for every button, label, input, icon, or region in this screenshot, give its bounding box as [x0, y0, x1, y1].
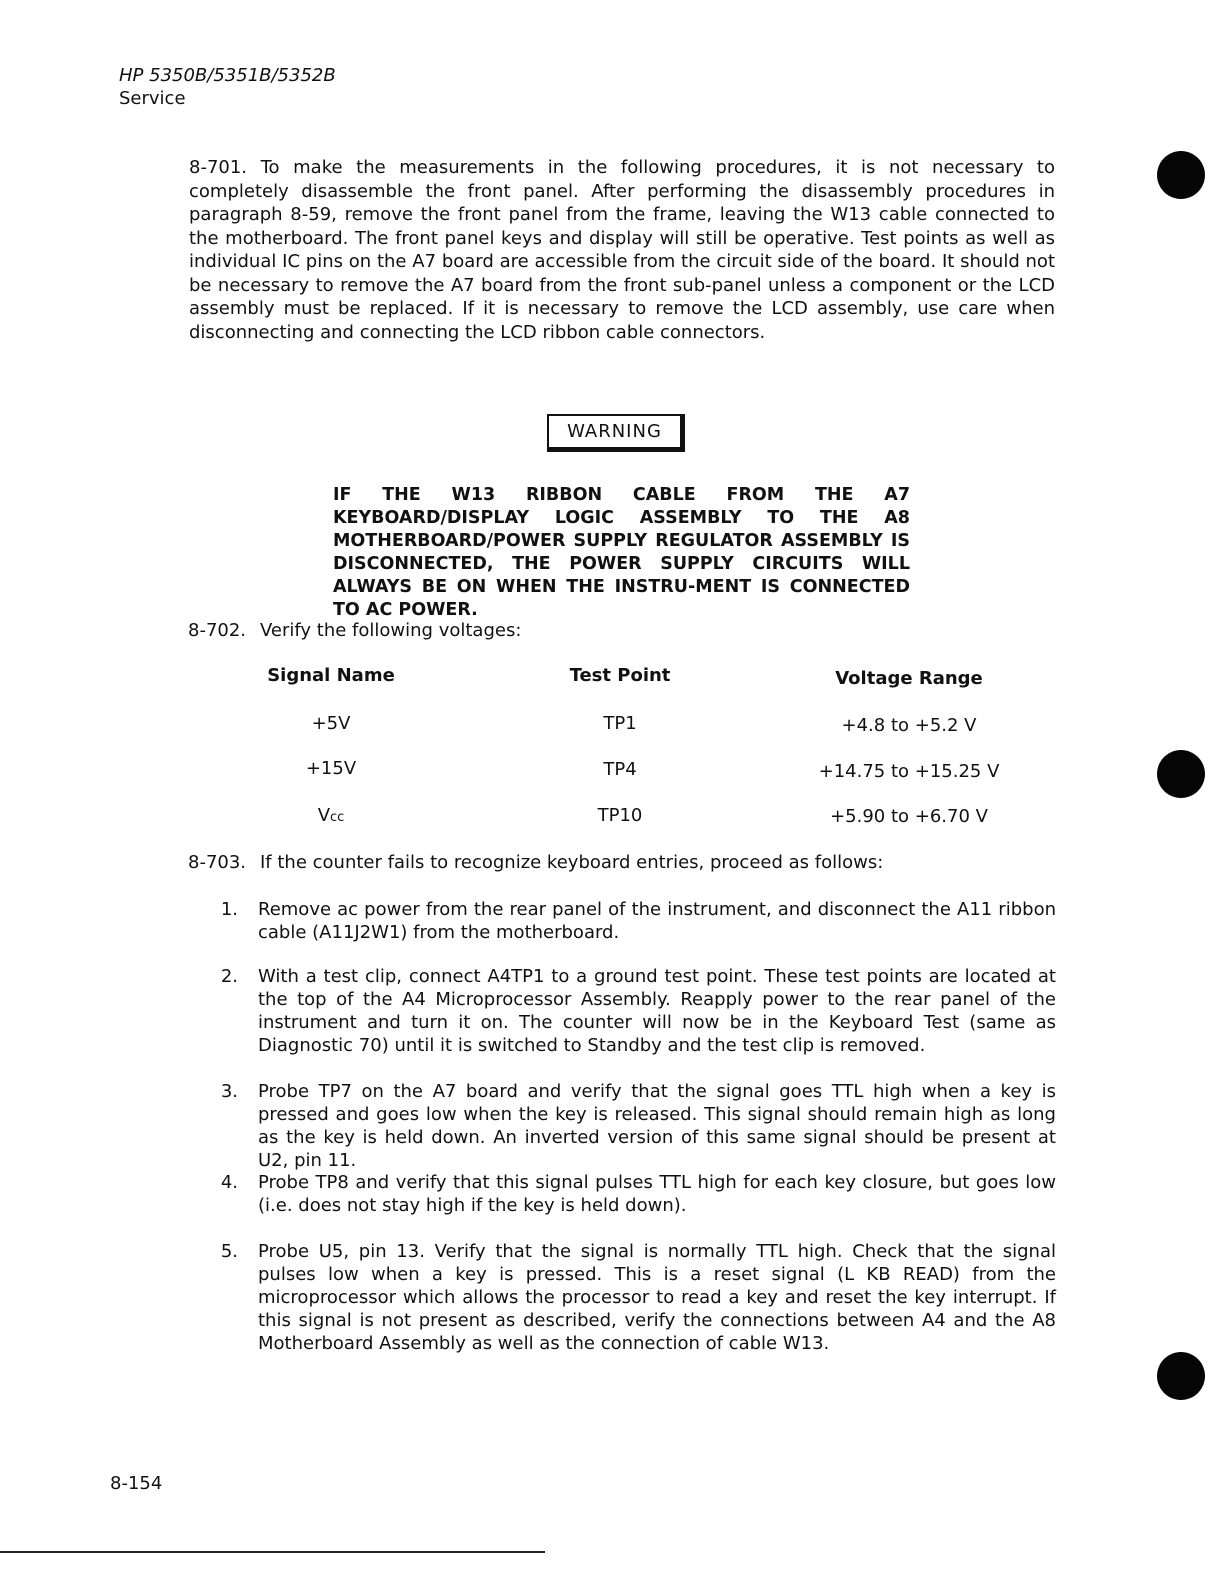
- table-header-test-point: Test Point: [569, 665, 671, 686]
- paragraph-8-703-text: If the counter fails to recognize keyboard entries, proceed as follows:: [260, 852, 884, 873]
- bottom-rule: [0, 1551, 545, 1553]
- table-header-signal-name: Signal Name: [267, 665, 395, 686]
- signal-subscript: cc: [330, 810, 345, 825]
- table-cell-voltage-range: +14.75 to +15.25 V: [818, 761, 1000, 782]
- table-header-voltage-range: Voltage Range: [835, 668, 983, 689]
- step-number: 3.: [220, 1081, 238, 1102]
- warning-label-box: [547, 414, 685, 452]
- step-number: 5.: [220, 1241, 238, 1262]
- table-cell-voltage-range: +4.8 to +5.2 V: [841, 715, 977, 736]
- binder-hole: [1157, 151, 1205, 199]
- paragraph-8-701: 8-701. To make the measurements in the following procedures, it is not necessary to completely disassemble the front panel. After performing the disassembly procedures in paragraph 8-59, remove the front panel from the frame, leaving the W13 cable connected to the motherboard. The front panel keys and display will still be operative. Test points as well as individual IC pins on the A7 board are accessible from the circuit side of the board. It should not be necessary to remove the A7 board from the front sub-panel unless a component or the LCD assembly must be replaced. If it is necessary to remove the LCD assembly, use care when disconnecting and connecting the LCD ribbon cable connectors.: [189, 157, 1055, 343]
- step-number: 1.: [220, 899, 238, 920]
- table-cell-signal: +15V: [305, 758, 357, 779]
- step-text: Probe TP8 and verify that this signal pulses TTL high for each key closure, but goes low (i.e. does not stay high if the key is held down).: [258, 1172, 1056, 1216]
- binder-hole: [1157, 1352, 1205, 1400]
- table-cell-test-point: TP1: [603, 713, 637, 734]
- procedure-step: [220, 1171, 1056, 1217]
- warning-label: WARNING: [567, 421, 662, 442]
- binder-hole: [1157, 750, 1205, 798]
- table-cell-test-point: TP10: [597, 805, 643, 826]
- procedure-step: [220, 898, 1056, 944]
- table-cell-signal: +5V: [311, 713, 351, 734]
- page-number: 8-154: [110, 1473, 163, 1494]
- procedure-step: [220, 965, 1056, 1057]
- signal-base: V: [317, 805, 331, 826]
- table-cell-test-point: TP4: [603, 759, 637, 780]
- paragraph-8-702-number: 8-702.: [188, 620, 247, 641]
- step-number: 4.: [220, 1172, 238, 1193]
- model-number: HP 5350B/5351B/5352B: [119, 65, 336, 86]
- step-text: Remove ac power from the rear panel of the instrument, and disconnect the A11 ribbon cable (A11J2W1) from the motherboard.: [258, 899, 1056, 943]
- step-number: 2.: [220, 966, 238, 987]
- section-name: Service: [119, 88, 186, 109]
- table-cell-signal: [260, 804, 402, 829]
- table-cell-voltage-range: +5.90 to +6.70 V: [830, 806, 988, 827]
- procedure-step: [220, 1080, 1056, 1172]
- warning-text: IF THE W13 RIBBON CABLE FROM THE A7 KEYBOARD/DISPLAY LOGIC ASSEMBLY TO THE A8 MOTHERBOARD/POWER SUPPLY REGULATOR ASSEMBLY IS DISCONNECTED, THE POWER SUPPLY CIRCUITS WILL ALWAYS BE ON WHEN THE INSTRU-MENT IS CONNECTED TO AC POWER.: [333, 485, 910, 620]
- procedure-step: [220, 1240, 1056, 1355]
- step-text: Probe TP7 on the A7 board and verify that the signal goes TTL high when a key is pressed and goes low when the key is released. This signal should remain high as long as the key is held down. An inverted version of this same signal should be present at U2, pin 11.: [258, 1081, 1056, 1171]
- page-header: [119, 64, 336, 110]
- step-text: Probe U5, pin 13. Verify that the signal is normally TTL high. Check that the signal pulses low when a key is pressed. This is a reset signal (L KB READ) from the microprocessor which allows the processor to read a key and reset the key interrupt. If this signal is not present as described, verify the connections between A4 and the A8 Motherboard Assembly as well as the connection of cable W13.: [258, 1241, 1056, 1354]
- paragraph-8-702-text: Verify the following voltages:: [260, 620, 522, 641]
- step-text: With a test clip, connect A4TP1 to a ground test point. These test points are located at the top of the A4 Microprocessor Assembly. Reapply power to the rear panel of the instrument and turn it on. The counter will now be in the Keyboard Test (same as Diagnostic 70) until it is switched to Standby and the test clip is removed.: [258, 966, 1056, 1056]
- paragraph-8-703-number: 8-703.: [188, 852, 247, 873]
